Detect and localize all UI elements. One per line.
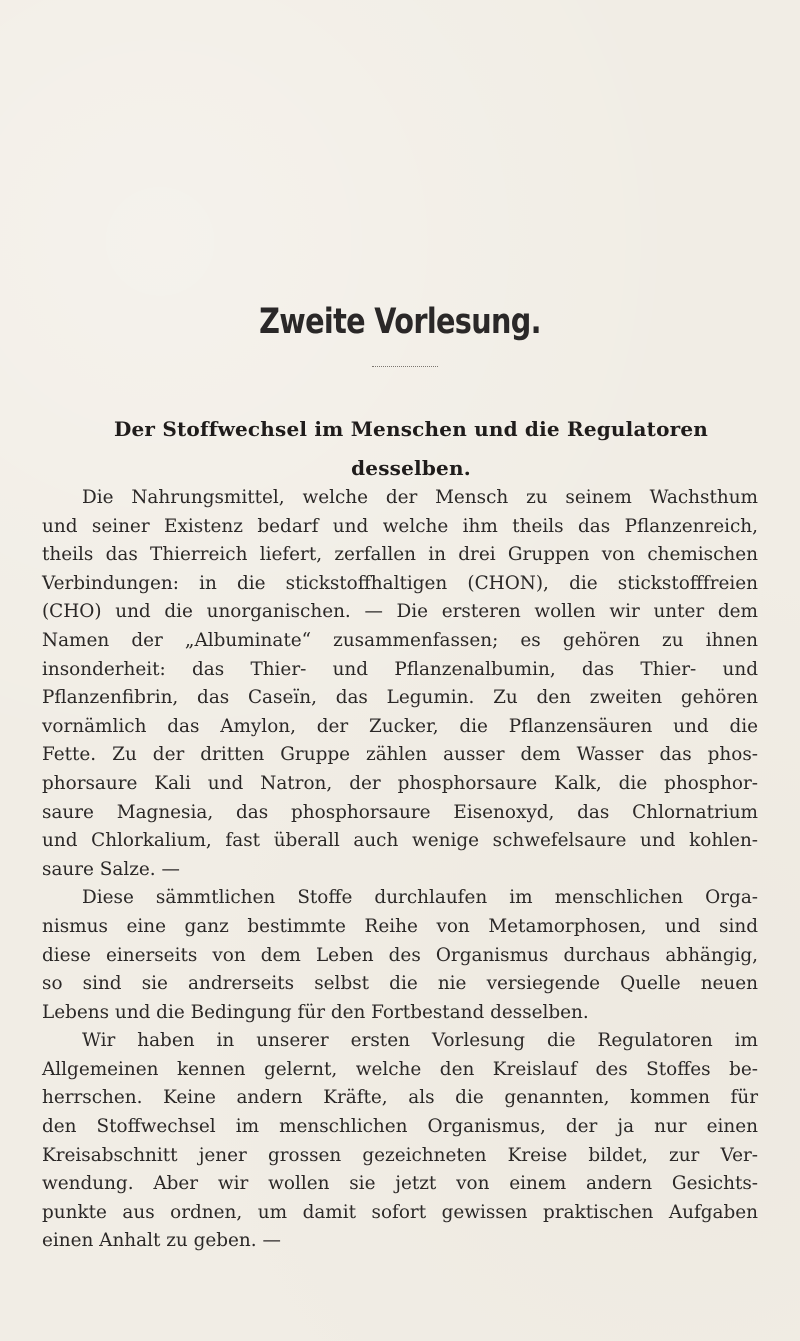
text-line: Die Nahrungsmittel, welche der Mensch zu seinem Wachsthum (82, 487, 758, 508)
text-line: Namen der „Albuminate“ zusammenfassen; es gehören zu ihnen (42, 629, 758, 651)
text-line: Pflanzenfibrin, das Caseïn, das Legumin. Zu den zweiten gehören (42, 687, 758, 709)
text-line: nismus eine ganz bestimmte Reihe von Metamorphosen, und sind (42, 915, 758, 937)
text-line: Lebens und die Bedingung für den Fortbestand desselben. (42, 1001, 589, 1023)
text-line: wendung. Aber wir wollen sie jetzt von einem andern Gesichts- (42, 1173, 758, 1195)
section-title (86, 410, 736, 488)
text-line: herrschen. Keine andern Kräfte, als die genannten, kommen für (42, 1087, 758, 1109)
text-line: saure Salze. — (42, 858, 180, 880)
text-line: punkte aus ordnen, um damit sofort gewissen praktischen Aufgaben (42, 1201, 758, 1223)
text-line: Fette. Zu der dritten Gruppe zählen ausser dem Wasser das phos- (42, 744, 758, 766)
text-line: saure Magnesia, das phosphorsaure Eisenoxyd, das Chlornatrium (42, 801, 758, 823)
text-line: so sind sie andrerseits selbst die nie versiegende Quelle neuen (42, 973, 758, 995)
text-line: (CHO) und die unorganischen. — Die ersteren wollen wir unter dem (42, 601, 758, 623)
text-line: diese einerseits von dem Leben des Organismus durchaus abhängig, (42, 944, 758, 966)
text-line: Diese sämmtlichen Stoffe durchlaufen im menschlichen Orga- (82, 887, 758, 909)
text-line: einen Anhalt zu geben. — (42, 1230, 281, 1252)
section-title-line-1: Der Stoffwechsel im Menschen und die Regulatoren (113, 417, 709, 441)
decorative-dotted-rule (372, 366, 438, 367)
text-line: theils das Thierreich liefert, zerfallen in drei Gruppen von chemischen (42, 544, 758, 566)
text-line: phorsaure Kali und Natron, der phosphorsaure Kalk, die phosphor- (42, 772, 758, 794)
body-text (42, 484, 758, 1256)
text-line: den Stoffwechsel im menschlichen Organismus, der ja nur einen (42, 1116, 758, 1138)
text-line: und Chlorkalium, fast überall auch wenige schwefelsaure und kohlen- (42, 830, 758, 852)
text-line: Wir haben in unserer ersten Vorlesung die Regulatoren im (82, 1030, 758, 1052)
text-line: und seiner Existenz bedarf und welche ihm theils das Pflanzenreich, (42, 515, 758, 537)
chapter-title: Zweite Vorlesung. (259, 302, 541, 342)
text-line: Allgemeinen kennen gelernt, welche den Kreislauf des Stoffes be- (42, 1058, 758, 1080)
text-line: Verbindungen: in die stickstoffhaltigen (CHON), die stickstofffreien (42, 572, 758, 594)
text-line: vornämlich das Amylon, der Zucker, die Pflanzensäuren und die (42, 715, 758, 737)
section-title-line-2: desselben. (351, 456, 471, 480)
text-line: Kreisabschnitt jener grossen gezeichneten Kreise bildet, zur Ver- (42, 1144, 758, 1166)
text-line: insonderheit: das Thier- und Pflanzenalbumin, das Thier- und (42, 658, 758, 680)
